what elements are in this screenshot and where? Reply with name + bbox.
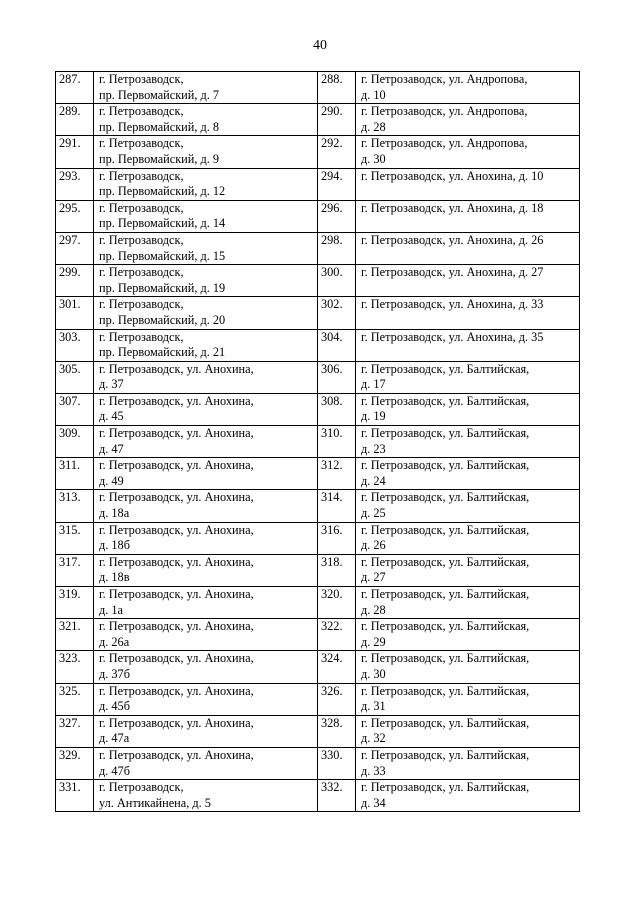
table-row [56,522,580,554]
table-row [56,361,580,393]
address-left-text: д. 45 [99,409,124,424]
row-number-right-text: 288. [321,72,343,86]
address-right [356,329,580,361]
table-row [56,265,580,297]
row-number-left-text: 309. [59,426,81,441]
row-number-left-text: 289. [59,104,81,119]
table-row [56,232,580,264]
address-right [356,683,580,715]
address-left-text: г. Петрозаводск, ул. Анохина, [99,554,254,569]
address-left-text: г. Петрозаводск, ул. Анохина, [99,458,254,473]
address-left [94,104,318,136]
address-left-text: пр. Первомайский, д. 19 [99,280,226,295]
address-right-text: г. Петрозаводск, ул. Балтийская, [361,587,530,601]
row-number-right-text: 306. [321,361,343,376]
address-right [356,619,580,651]
address-right-text: д. 34 [361,795,386,810]
address-right-text: д. 32 [361,731,386,746]
address-left-text: пр. Первомайский, д. 15 [99,248,226,263]
address-left-text: д. 37б [99,666,130,681]
address-left [94,554,318,586]
address-right-text: д. 29 [361,634,386,649]
row-number-right-text: 322. [321,619,343,634]
row-number-right [318,232,356,264]
table-row [56,426,580,458]
address-right-text: г. Петрозаводск, ул. Балтийская, [361,522,530,537]
address-left-text: пр. Первомайский, д. 8 [99,119,220,134]
row-number-left [56,458,94,490]
address-right-text: д. 19 [361,409,386,424]
address-right-text: г. Петрозаводск, ул. Балтийская, [361,458,530,473]
address-right-text: г. Петрозаводск, ул. Балтийская, [361,683,530,698]
address-right-text: г. Петрозаводск, ул. Балтийская, [361,393,530,408]
row-number-left [56,297,94,329]
page-number: 40 [313,38,327,53]
address-left-text: д. 18а [99,506,130,521]
table-row [56,393,580,425]
address-left-text: г. Петрозаводск, ул. Анохина, [99,522,254,537]
address-left [94,683,318,715]
address-right-text: д. 17 [361,377,386,392]
address-left-text: г. Петрозаводск, [99,72,184,86]
address-left-text: г. Петрозаводск, [99,104,184,119]
address-right [356,393,580,425]
address-left-text: г. Петрозаводск, ул. Анохина, [99,747,254,762]
address-right-text: г. Петрозаводск, ул. Балтийская, [361,780,530,795]
row-number-right [318,490,356,522]
table-row [56,329,580,361]
address-left-text: г. Петрозаводск, ул. Анохина, [99,651,254,666]
address-left-text: г. Петрозаводск, [99,297,184,312]
row-number-right-text: 326. [321,683,343,698]
row-number-left-text: 295. [59,200,81,215]
row-number-right [318,72,356,104]
table-row [56,168,580,200]
row-number-left [56,426,94,458]
address-right-text: г. Петрозаводск, ул. Анохина, д. 35 [361,329,544,344]
address-right-text: г. Петрозаводск, ул. Балтийская, [361,554,530,569]
table-row [56,554,580,586]
address-table [55,71,580,812]
address-right-text: д. 28 [361,602,386,617]
address-left-text: пр. Первомайский, д. 9 [99,151,220,166]
address-left-text: д. 18б [99,538,130,553]
row-number-right-text: 308. [321,393,343,408]
row-number-right [318,683,356,715]
address-left-text: г. Петрозаводск, [99,168,184,183]
address-left-text: д. 1а [99,602,124,617]
row-number-right [318,426,356,458]
table-row [56,297,580,329]
address-left [94,72,318,104]
row-number-right-text: 324. [321,651,343,666]
row-number-right-text: 320. [321,587,343,601]
row-number-left-text: 301. [59,297,81,312]
row-number-left [56,490,94,522]
address-left [94,780,318,812]
address-right-text: д. 10 [361,87,386,102]
table-row [56,780,580,812]
row-number-right [318,104,356,136]
row-number-right-text: 296. [321,200,343,215]
address-right [356,265,580,297]
address-left [94,747,318,779]
address-left-text: пр. Первомайский, д. 21 [99,345,226,360]
row-number-left [56,780,94,812]
address-right-text: г. Петрозаводск, ул. Анохина, д. 10 [361,168,544,183]
row-number-left [56,393,94,425]
address-right-text: д. 31 [361,699,386,714]
address-left [94,232,318,264]
address-left [94,458,318,490]
row-number-left [56,715,94,747]
address-right-text: д. 24 [361,473,386,488]
address-right-text: г. Петрозаводск, ул. Анохина, д. 18 [361,200,544,215]
row-number-right-text: 330. [321,747,343,762]
address-right [356,458,580,490]
address-left [94,619,318,651]
address-left-text: д. 37 [99,377,124,392]
row-number-right [318,136,356,168]
row-number-right-text: 292. [321,136,343,151]
row-number-left [56,747,94,779]
row-number-left-text: 311. [59,458,81,473]
row-number-right [318,587,356,619]
row-number-right [318,297,356,329]
row-number-left-text: 299. [59,265,81,280]
address-left-text: г. Петрозаводск, [99,329,184,344]
address-right-text: д. 23 [361,441,386,456]
row-number-right [318,619,356,651]
address-left-text: г. Петрозаводск, [99,200,184,215]
row-number-right [318,715,356,747]
address-left-text: д. 47б [99,763,130,778]
address-right-text: д. 27 [361,570,386,585]
row-number-right [318,329,356,361]
address-left [94,715,318,747]
address-left [94,651,318,683]
address-right-text: д. 28 [361,119,386,134]
table-row [56,683,580,715]
table-row [56,587,580,619]
row-number-right-text: 310. [321,426,343,441]
address-left-text: ул. Антикайнена, д. 5 [99,795,211,810]
address-right-text: д. 30 [361,666,386,681]
address-left-text: д. 45б [99,699,130,714]
address-left-text: пр. Первомайский, д. 14 [99,216,226,231]
address-right-text: г. Петрозаводск, ул. Анохина, д. 33 [361,297,544,312]
address-right [356,168,580,200]
row-number-left [56,232,94,264]
row-number-right [318,200,356,232]
address-left [94,393,318,425]
address-left-text: г. Петрозаводск, ул. Анохина, [99,587,254,601]
address-right [356,651,580,683]
address-left-text: г. Петрозаводск, [99,136,184,151]
table-row [56,490,580,522]
table-row [56,136,580,168]
address-right-text: д. 33 [361,763,386,778]
row-number-left [56,651,94,683]
row-number-right-text: 312. [321,458,343,473]
address-table-body [56,72,580,812]
address-left-text: г. Петрозаводск, [99,780,184,795]
row-number-right [318,458,356,490]
address-right [356,297,580,329]
row-number-left [56,587,94,619]
address-left [94,168,318,200]
row-number-left-text: 287. [59,72,81,86]
address-right [356,715,580,747]
row-number-left [56,265,94,297]
table-row [56,715,580,747]
address-left [94,297,318,329]
row-number-left-text: 303. [59,329,81,344]
address-left-text: д. 47 [99,441,124,456]
table-row [56,104,580,136]
address-right-text: г. Петрозаводск, ул. Балтийская, [361,747,530,762]
address-right-text: г. Петрозаводск, ул. Балтийская, [361,651,530,666]
address-left-text: д. 47а [99,731,130,746]
row-number-right [318,522,356,554]
row-number-right [318,265,356,297]
address-right-text: д. 26 [361,538,386,553]
address-left [94,200,318,232]
address-left-text: г. Петрозаводск, ул. Анохина, [99,426,254,441]
address-right-text: г. Петрозаводск, ул. Балтийская, [361,715,530,730]
address-right-text: г. Петрозаводск, ул. Балтийская, [361,361,530,376]
address-right-text: г. Петрозаводск, ул. Балтийская, [361,619,530,634]
row-number-left-text: 331. [59,780,81,795]
address-left-text: г. Петрозаводск, ул. Анохина, [99,715,254,730]
address-left-text: д. 26а [99,634,130,649]
row-number-right [318,780,356,812]
address-right-text: д. 30 [361,151,386,166]
row-number-right-text: 302. [321,297,343,312]
row-number-right-text: 290. [321,104,343,119]
address-left [94,329,318,361]
address-right-text: г. Петрозаводск, ул. Балтийская, [361,426,530,441]
address-right [356,232,580,264]
row-number-left [56,168,94,200]
row-number-right-text: 298. [321,232,343,247]
row-number-left-text: 317. [59,554,81,569]
address-left-text: г. Петрозаводск, ул. Анохина, [99,683,254,698]
address-left [94,426,318,458]
row-number-right [318,554,356,586]
row-number-left-text: 293. [59,168,81,183]
row-number-left [56,522,94,554]
row-number-left-text: 305. [59,361,81,376]
address-right [356,136,580,168]
row-number-left [56,136,94,168]
address-left-text: г. Петрозаводск, [99,232,184,247]
row-number-left-text: 323. [59,651,81,666]
row-number-left-text: 307. [59,393,81,408]
address-right [356,747,580,779]
address-left-text: г. Петрозаводск, [99,265,184,280]
row-number-left-text: 297. [59,232,81,247]
address-left-text: г. Петрозаводск, ул. Анохина, [99,490,254,505]
row-number-left [56,361,94,393]
address-right-text: г. Петрозаводск, ул. Андропова, [361,136,528,151]
row-number-right-text: 294. [321,168,343,183]
address-left-text: д. 49 [99,473,124,488]
row-number-right [318,651,356,683]
row-number-right [318,361,356,393]
row-number-right-text: 314. [321,490,343,505]
address-left [94,361,318,393]
row-number-left-text: 327. [59,715,81,730]
address-right [356,426,580,458]
address-right [356,587,580,619]
row-number-left [56,619,94,651]
row-number-left-text: 321. [59,619,81,634]
row-number-right-text: 300. [321,265,343,280]
address-right-text: г. Петрозаводск, ул. Андропова, [361,104,528,119]
row-number-right-text: 304. [321,329,343,344]
table-row [56,619,580,651]
row-number-left [56,72,94,104]
table-row [56,200,580,232]
address-left-text: г. Петрозаводск, ул. Анохина, [99,393,254,408]
address-right-text: г. Петрозаводск, ул. Балтийская, [361,490,530,505]
row-number-left-text: 313. [59,490,81,505]
address-right [356,200,580,232]
row-number-right-text: 328. [321,715,343,730]
address-right [356,554,580,586]
row-number-right-text: 332. [321,780,343,795]
address-left-text: д. 18в [99,570,130,585]
table-row [56,72,580,104]
row-number-right-text: 316. [321,522,343,537]
row-number-left [56,200,94,232]
address-right [356,780,580,812]
address-left-text: г. Петрозаводск, ул. Анохина, [99,619,254,634]
row-number-left-text: 315. [59,522,81,537]
row-number-left-text: 319. [59,587,81,601]
table-row [56,458,580,490]
address-left-text: пр. Первомайский, д. 20 [99,312,226,327]
address-left-text: пр. Первомайский, д. 12 [99,184,226,199]
address-left [94,490,318,522]
row-number-left [56,683,94,715]
row-number-right [318,747,356,779]
address-right-text: г. Петрозаводск, ул. Анохина, д. 26 [361,232,544,247]
row-number-left [56,329,94,361]
row-number-right [318,393,356,425]
address-right [356,72,580,104]
address-left-text: пр. Первомайский, д. 7 [99,87,220,102]
table-row [56,747,580,779]
row-number-left-text: 291. [59,136,81,151]
address-right-text: г. Петрозаводск, ул. Андропова, [361,72,528,86]
address-right [356,522,580,554]
row-number-right-text: 318. [321,554,343,569]
address-right-text: д. 25 [361,506,386,521]
row-number-left-text: 325. [59,683,81,698]
address-right [356,361,580,393]
address-left [94,522,318,554]
row-number-left [56,104,94,136]
address-left [94,136,318,168]
address-left [94,265,318,297]
address-right-text: г. Петрозаводск, ул. Анохина, д. 27 [361,265,544,280]
address-left-text: г. Петрозаводск, ул. Анохина, [99,361,254,376]
row-number-right [318,168,356,200]
row-number-left [56,554,94,586]
address-right [356,104,580,136]
address-right [356,490,580,522]
address-left [94,587,318,619]
row-number-left-text: 329. [59,747,81,762]
table-row [56,651,580,683]
